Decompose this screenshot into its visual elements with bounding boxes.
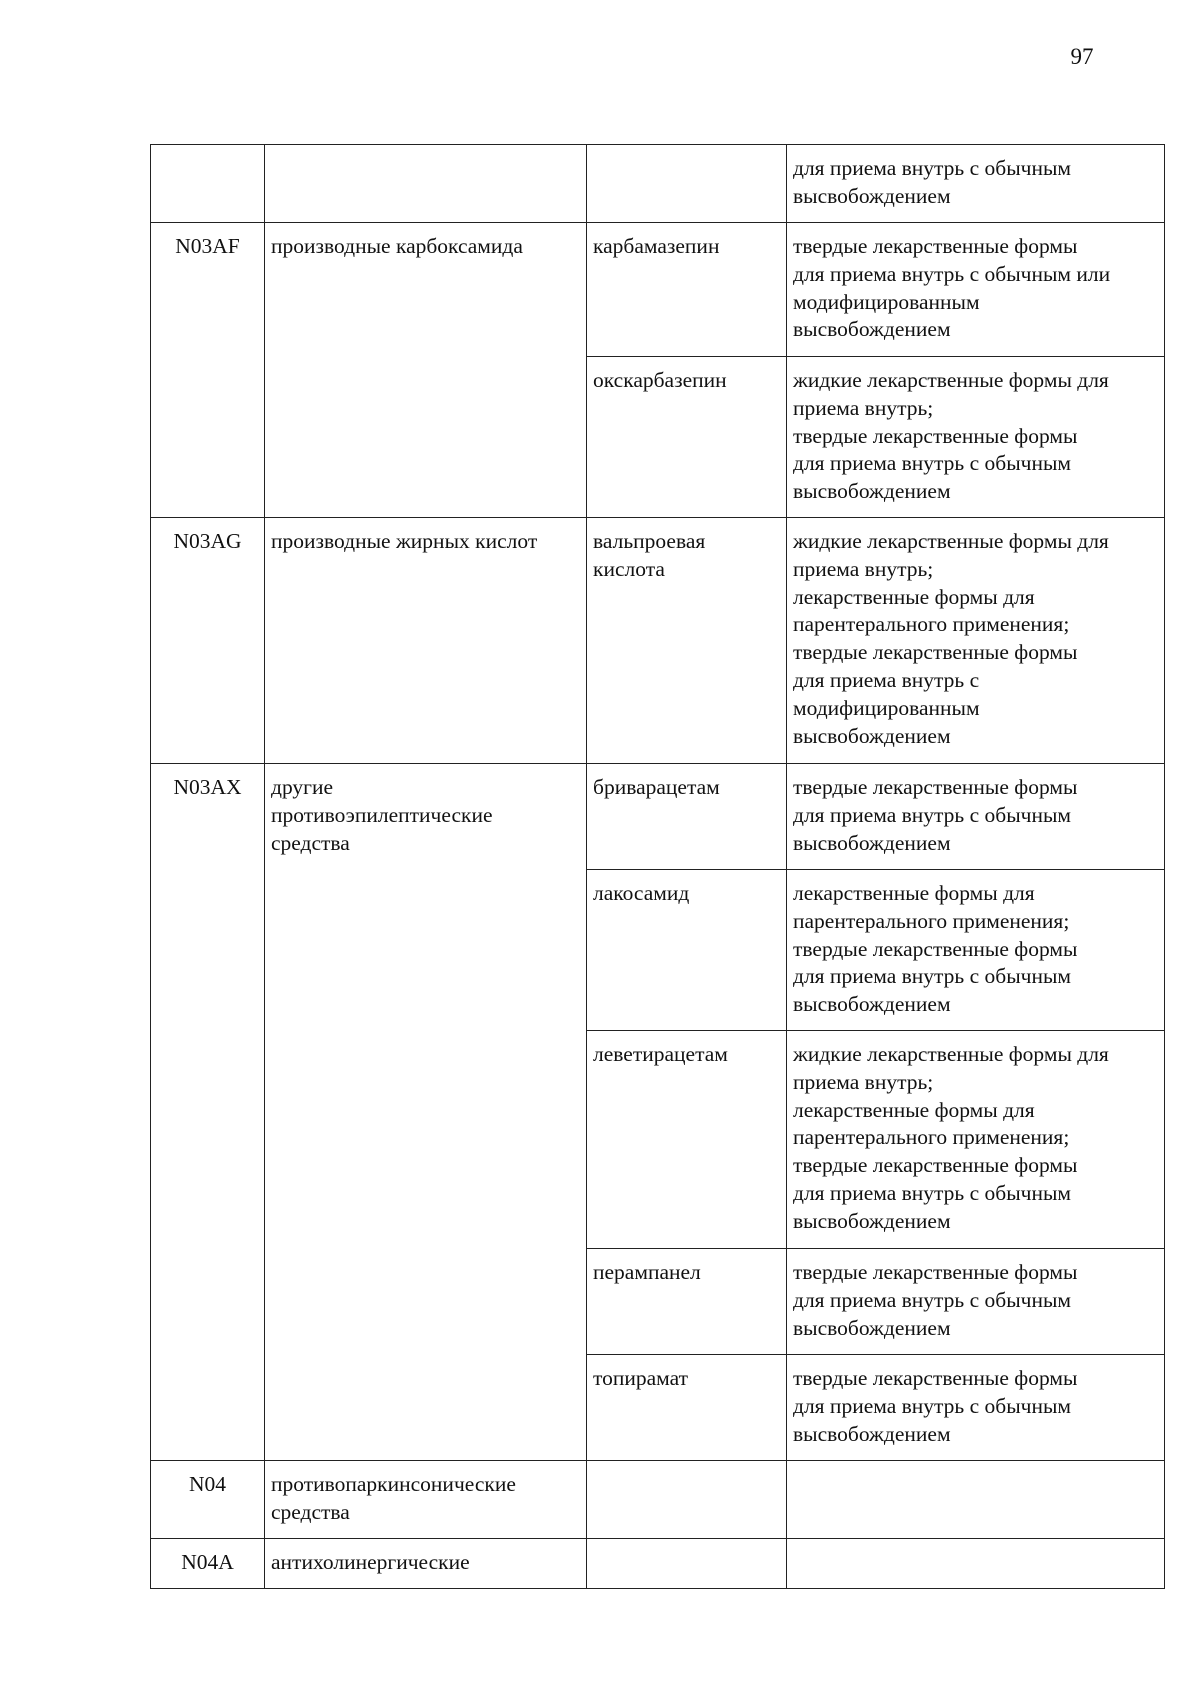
atc-code-cell: N04A: [151, 1539, 265, 1589]
drug-cell: леветирацетам: [587, 1031, 787, 1249]
dosage-form-cell: жидкие лекарственные формы для приема внутрь; твердые лекарственные формы для приема внутрь с обычным высвобождением: [787, 357, 1165, 518]
atc-code-cell: N03AG: [151, 518, 265, 764]
drug-cell: бриварацетам: [587, 764, 787, 870]
table-row: [151, 223, 1165, 357]
group-cell: производные карбоксамида: [265, 223, 587, 518]
drug-cell: [587, 1539, 787, 1589]
page-number: 97: [1070, 44, 1094, 69]
drug-cell: карбамазепин: [587, 223, 787, 357]
dosage-form-cell: [787, 1461, 1165, 1539]
dosage-form-cell: жидкие лекарственные формы для приема внутрь; лекарственные формы для парентерального применения; твердые лекарственные формы для приема внутрь с обычным высвобождением: [787, 1031, 1165, 1249]
atc-code-cell: N03AF: [151, 223, 265, 518]
dosage-form-cell: лекарственные формы для парентерального применения; твердые лекарственные формы для приема внутрь с обычным высвобождением: [787, 870, 1165, 1031]
table-row: [151, 145, 1165, 223]
group-cell: противопаркинсонические средства: [265, 1461, 587, 1539]
table-row: [151, 1539, 1165, 1589]
dosage-form-cell: жидкие лекарственные формы для приема внутрь; лекарственные формы для парентерального применения; твердые лекарственные формы для приема внутрь с модифицированным высвобождением: [787, 518, 1165, 764]
drug-cell: топирамат: [587, 1355, 787, 1461]
drug-cell: перампанел: [587, 1249, 787, 1355]
dosage-form-cell: твердые лекарственные формы для приема внутрь с обычным или модифицированным высвобождением: [787, 223, 1165, 357]
dosage-form-cell: твердые лекарственные формы для приема внутрь с обычным высвобождением: [787, 1355, 1165, 1461]
dosage-form-cell: [787, 1539, 1165, 1589]
table-row: [151, 764, 1165, 870]
atc-code-cell: [151, 145, 265, 223]
group-cell: антихолинергические: [265, 1539, 587, 1589]
group-cell: [265, 145, 587, 223]
drug-cell: окскарбазепин: [587, 357, 787, 518]
atc-code-cell: N04: [151, 1461, 265, 1539]
dosage-form-cell: для приема внутрь с обычным высвобождением: [787, 145, 1165, 223]
table-row: [151, 1461, 1165, 1539]
dosage-form-cell: твердые лекарственные формы для приема внутрь с обычным высвобождением: [787, 764, 1165, 870]
drug-cell: [587, 1461, 787, 1539]
drug-cell: [587, 145, 787, 223]
drug-cell: лакосамид: [587, 870, 787, 1031]
atc-code-cell: N03AX: [151, 764, 265, 1461]
drug-cell: вальпроевая кислота: [587, 518, 787, 764]
dosage-form-cell: твердые лекарственные формы для приема внутрь с обычным высвобождением: [787, 1249, 1165, 1355]
drug-table: [150, 144, 1165, 1589]
group-cell: другие противоэпилептические средства: [265, 764, 587, 1461]
group-cell: производные жирных кислот: [265, 518, 587, 764]
table-row: [151, 518, 1165, 764]
